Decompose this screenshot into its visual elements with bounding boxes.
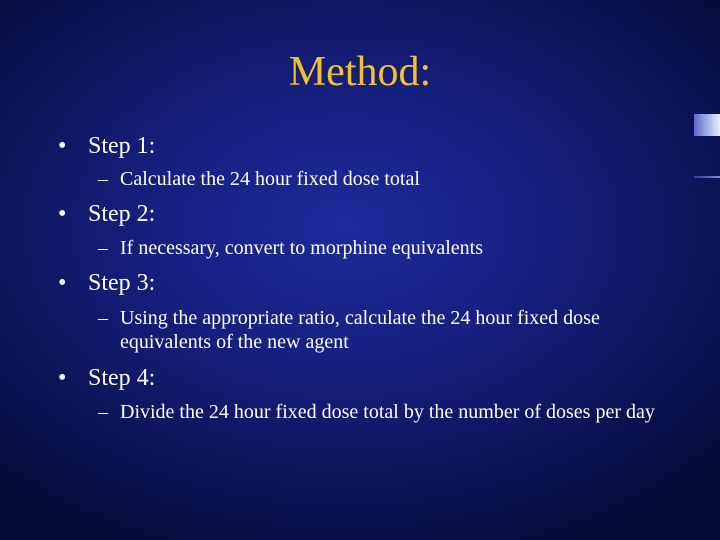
bullet-step-1 (58, 132, 155, 160)
sub-bullet-step-4 (98, 400, 660, 424)
dash-marker: – (98, 237, 108, 259)
bullet-marker: • (58, 270, 67, 296)
bullet-marker: • (58, 133, 67, 159)
bullet-step-3 (58, 269, 155, 297)
dash-marker: – (98, 401, 108, 423)
step-detail: Calculate the 24 hour fixed dose total (120, 168, 420, 190)
bullet-step-2 (58, 200, 155, 228)
step-detail: Using the appropriate ratio, calculate the 24 hour fixed dose equivalents of the new agent (120, 307, 600, 353)
decorative-edge-block (694, 114, 720, 136)
step-label: Step 2: (88, 201, 156, 227)
step-label: Step 4: (88, 365, 156, 391)
bullet-marker: • (58, 365, 67, 391)
dash-marker: – (98, 307, 108, 329)
bullet-marker: • (58, 201, 67, 227)
step-detail: Divide the 24 hour fixed dose total by the number of doses per day (120, 401, 655, 423)
decorative-edge-line (694, 176, 720, 178)
sub-bullet-step-2 (98, 236, 660, 260)
slide-title: Method: (288, 49, 432, 95)
bullet-step-4 (58, 364, 155, 392)
sub-bullet-step-1 (98, 167, 660, 191)
sub-bullet-step-3 (98, 306, 660, 354)
dash-marker: – (98, 168, 108, 190)
step-label: Step 3: (88, 270, 156, 296)
step-detail: If necessary, convert to morphine equivalents (120, 237, 484, 259)
step-label: Step 1: (88, 133, 156, 159)
